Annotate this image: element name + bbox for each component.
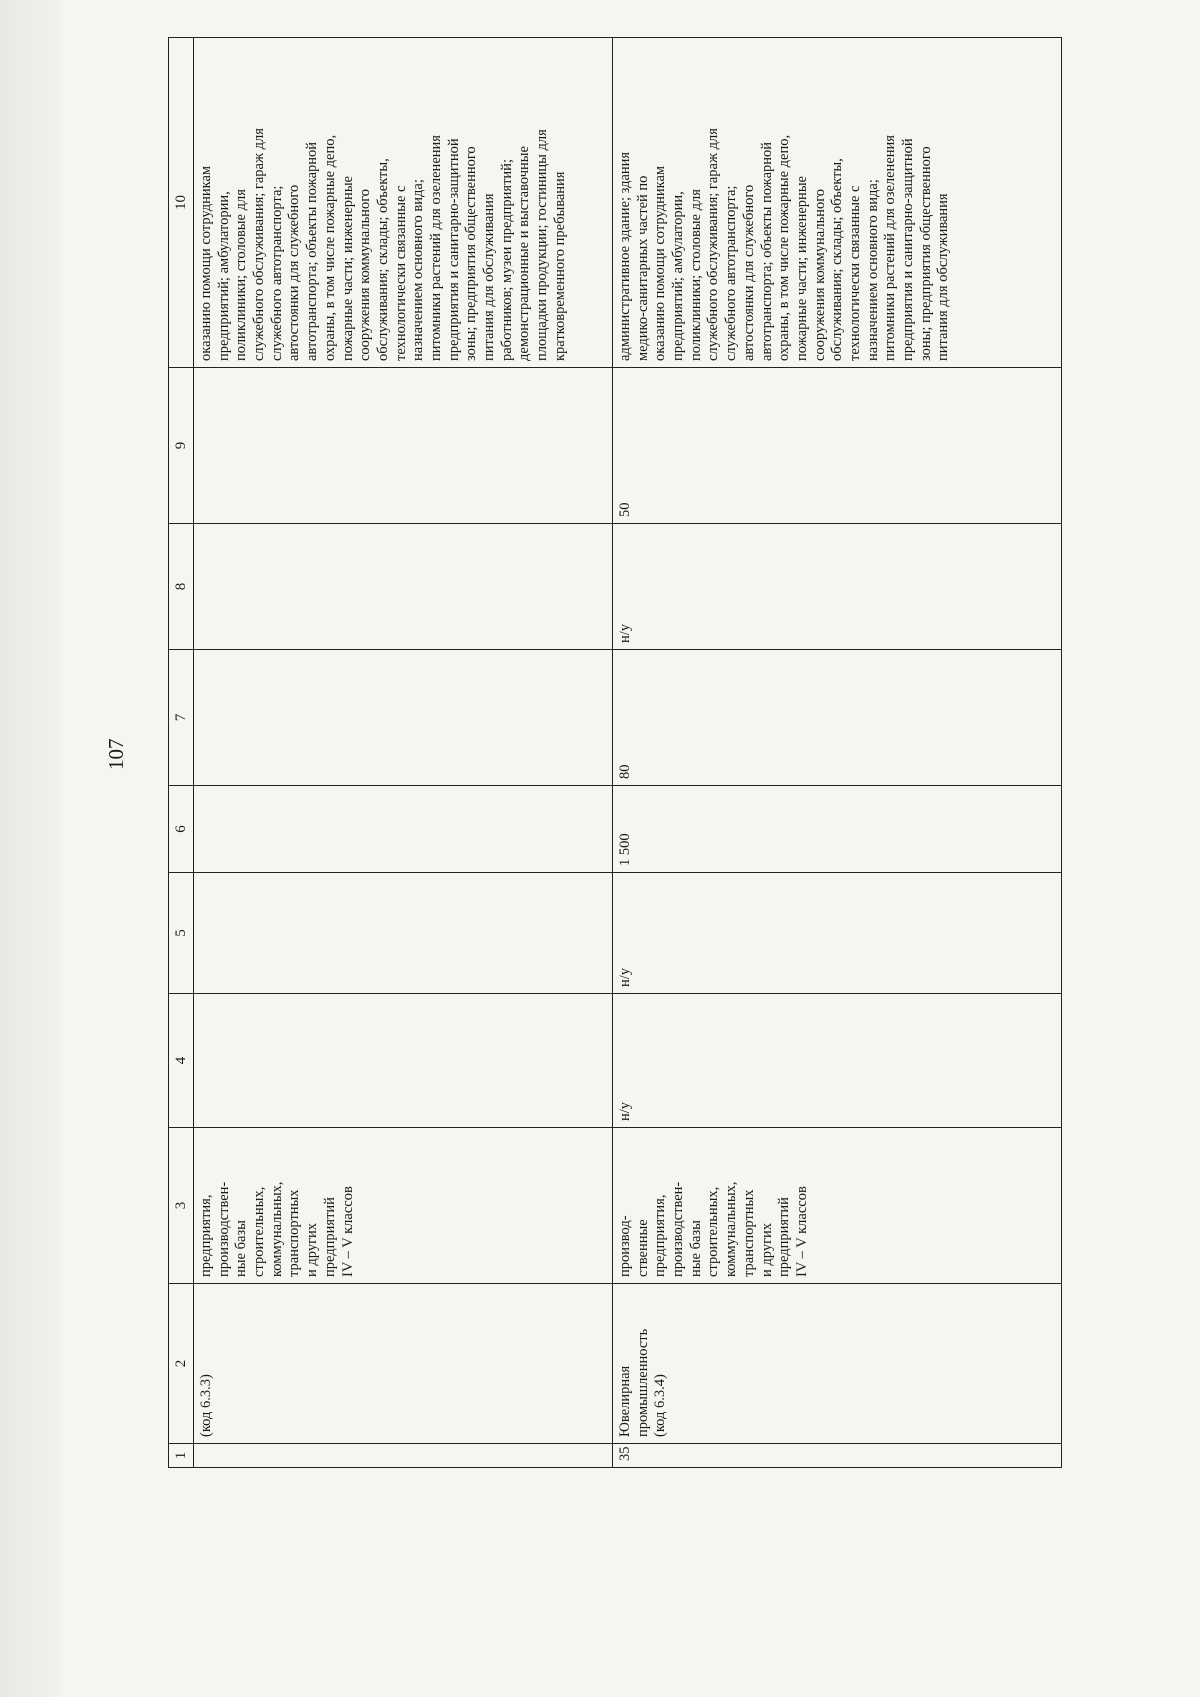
param-cell-8 [194,524,613,650]
land-use-name-cell: Ювелирная промышленность (код 6.3.4) [613,1284,1062,1444]
zoning-table [168,37,1062,1468]
table-row [194,38,613,1468]
object-type-cell: производ- ственные предприятия, производствен- ные базы строительных, коммунальных, транспортных и других предприятий IV – V классов [613,1128,1062,1284]
page-number: 107 [104,738,128,770]
header-cell-9: 9 [169,368,194,524]
header-cell-5: 5 [169,873,194,994]
row-number-cell [194,1444,613,1468]
param-cell-9 [194,368,613,524]
header-cell-8: 8 [169,524,194,650]
header-cell-2: 2 [169,1284,194,1444]
table-row [613,38,1062,1468]
param-cell-7: 80 [613,650,1062,786]
scan-margin [0,0,60,1697]
param-cell-5: н/у [613,873,1062,994]
param-cell-7 [194,650,613,786]
param-cell-6 [194,786,613,873]
auxiliary-uses-cell: оказанию помощи сотрудникам предприятий; амбулатории, поликлиники; столовые для служебного обслуживания; гараж для служебного автотранспорта; автостоянки для служебного автотранспорта; объекты пожарной охраны, в том числе пожарные депо, пожарные части; инженерные сооружения коммунального обслуживания; склады; объекты, технологически связанные с назначением основного вида; питомники растений для озеленения предприятия и санитарно-защитной зоны; предприятия общественного питания для обслуживания работников; музеи предприятий; демонстрационные и выставочные площадки продукции; гостиницы для кратковременного пребывания [194,38,613,368]
param-cell-9: 50 [613,368,1062,524]
param-cell-4: н/у [613,994,1062,1128]
rotated-table-container [168,38,1058,1468]
param-cell-4 [194,994,613,1128]
header-cell-6: 6 [169,786,194,873]
header-cell-4: 4 [169,994,194,1128]
auxiliary-uses-cell: административное здание; здания медико-санитарных частей по оказанию помощи сотрудникам предприятий; амбулатории, поликлиники; столовые для служебного обслуживания; гараж для служебного автотранспорта; автостоянки для служебного автотранспорта; объекты пожарной охраны, в том числе пожарные депо, пожарные части; инженерные сооружения коммунального обслуживания; склады; объекты, технологически связанные с назначением основного вида; питомники растений для озеленения предприятия и санитарно-защитной зоны; предприятия общественного питания для обслуживания [613,38,1062,368]
param-cell-6: 1 500 [613,786,1062,873]
row-number-cell: 35 [613,1444,1062,1468]
header-cell-3: 3 [169,1128,194,1284]
header-cell-10: 10 [169,38,194,368]
header-cell-1: 1 [169,1444,194,1468]
param-cell-5 [194,873,613,994]
land-use-name-cell: (код 6.3.3) [194,1284,613,1444]
param-cell-8: н/у [613,524,1062,650]
header-cell-7: 7 [169,650,194,786]
object-type-cell: предприятия, производствен- ные базы строительных, коммунальных, транспортных и других предприятий IV – V классов [194,1128,613,1284]
table-header-row [169,38,194,1468]
